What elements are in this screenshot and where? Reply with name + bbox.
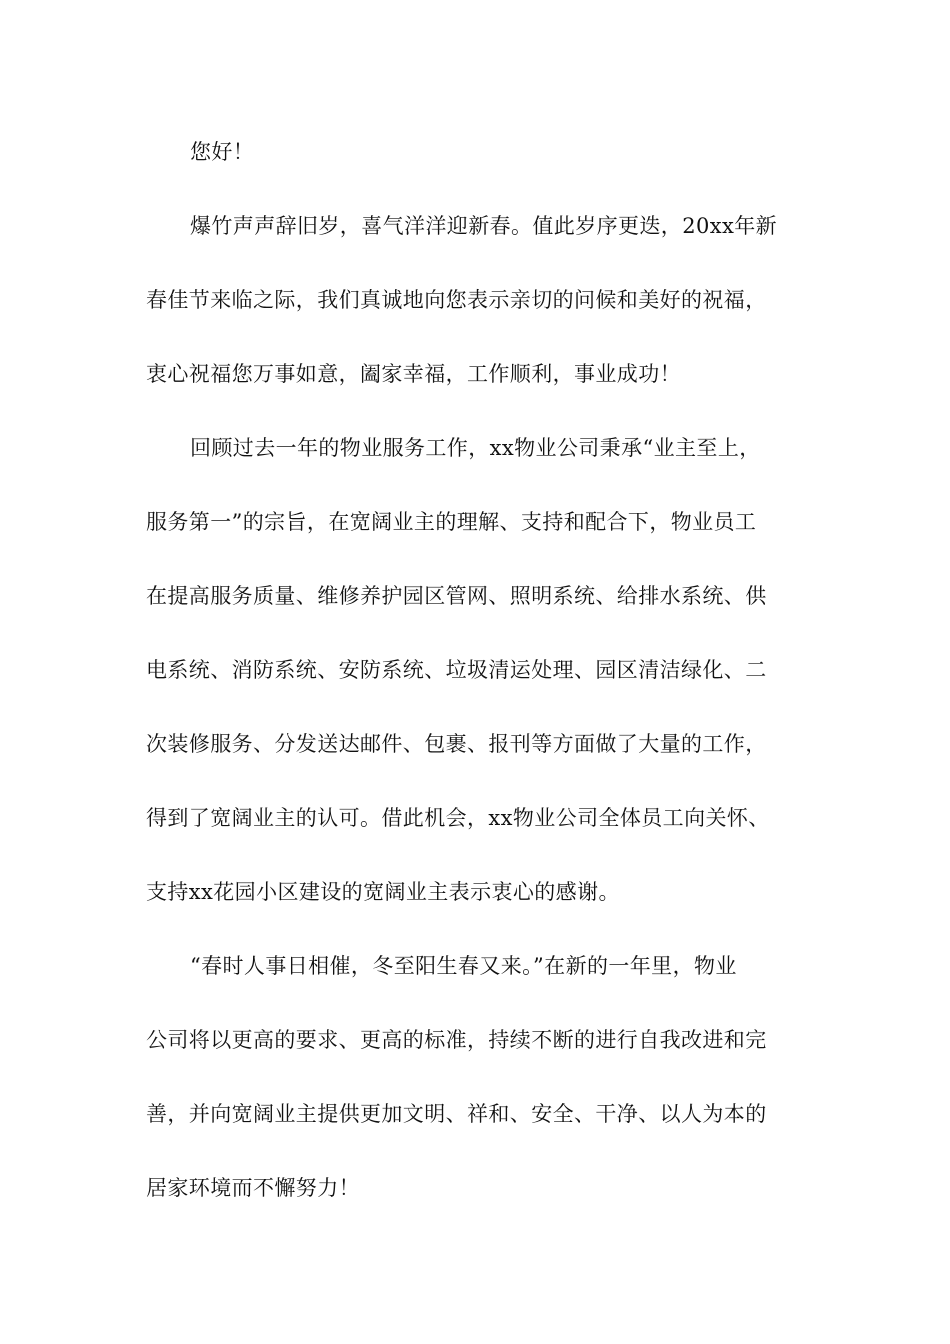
paragraph-2-line-2: 服务第一”的宗旨，在宽阔业主的理解、支持和配合下，物业员工 [146,510,757,534]
paragraph-1-line-2: 春佳节来临之际，我们真诚地向您表示亲切的问候和美好的祝福， [146,288,767,312]
paragraph-1-line-1: 爆竹声声辞旧岁，喜气洋洋迎新春。值此岁序更迭，20xx年新 [190,214,778,238]
paragraph-2-line-1: 回顾过去一年的物业服务工作，xx物业公司秉承“业主至上， [190,436,761,460]
paragraph-2-line-4: 电系统、消防系统、安防系统、垃圾清运处理、园区清洁绿化、二 [146,658,767,682]
paragraph-3-line-4: 居家环境而不懈努力！ [146,1176,360,1200]
paragraph-3-line-1: “春时人事日相催，冬至阳生春又来。”在新的一年里，物业 [190,954,737,978]
greeting-line: 您好！ [190,140,255,164]
paragraph-2-line-7: 支持xx花园小区建设的宽阔业主表示衷心的感谢。 [146,880,620,904]
paragraph-1-line-3: 衷心祝福您万事如意，阖家幸福，工作顺利，事业成功！ [146,362,681,386]
paragraph-3-line-3: 善，并向宽阔业主提供更加文明、祥和、安全、干净、以人为本的 [146,1102,767,1126]
paragraph-3-line-2: 公司将以更高的要求、更高的标准，持续不断的进行自我改进和完 [146,1028,767,1052]
paragraph-2-line-6: 得到了宽阔业主的认可。借此机会，xx物业公司全体员工向关怀、 [146,806,770,830]
paragraph-2-line-5: 次装修服务、分发送达邮件、包裹、报刊等方面做了大量的工作， [146,732,767,756]
paragraph-2-line-3: 在提高服务质量、维修养护园区管网、照明系统、给排水系统、供 [146,584,767,608]
